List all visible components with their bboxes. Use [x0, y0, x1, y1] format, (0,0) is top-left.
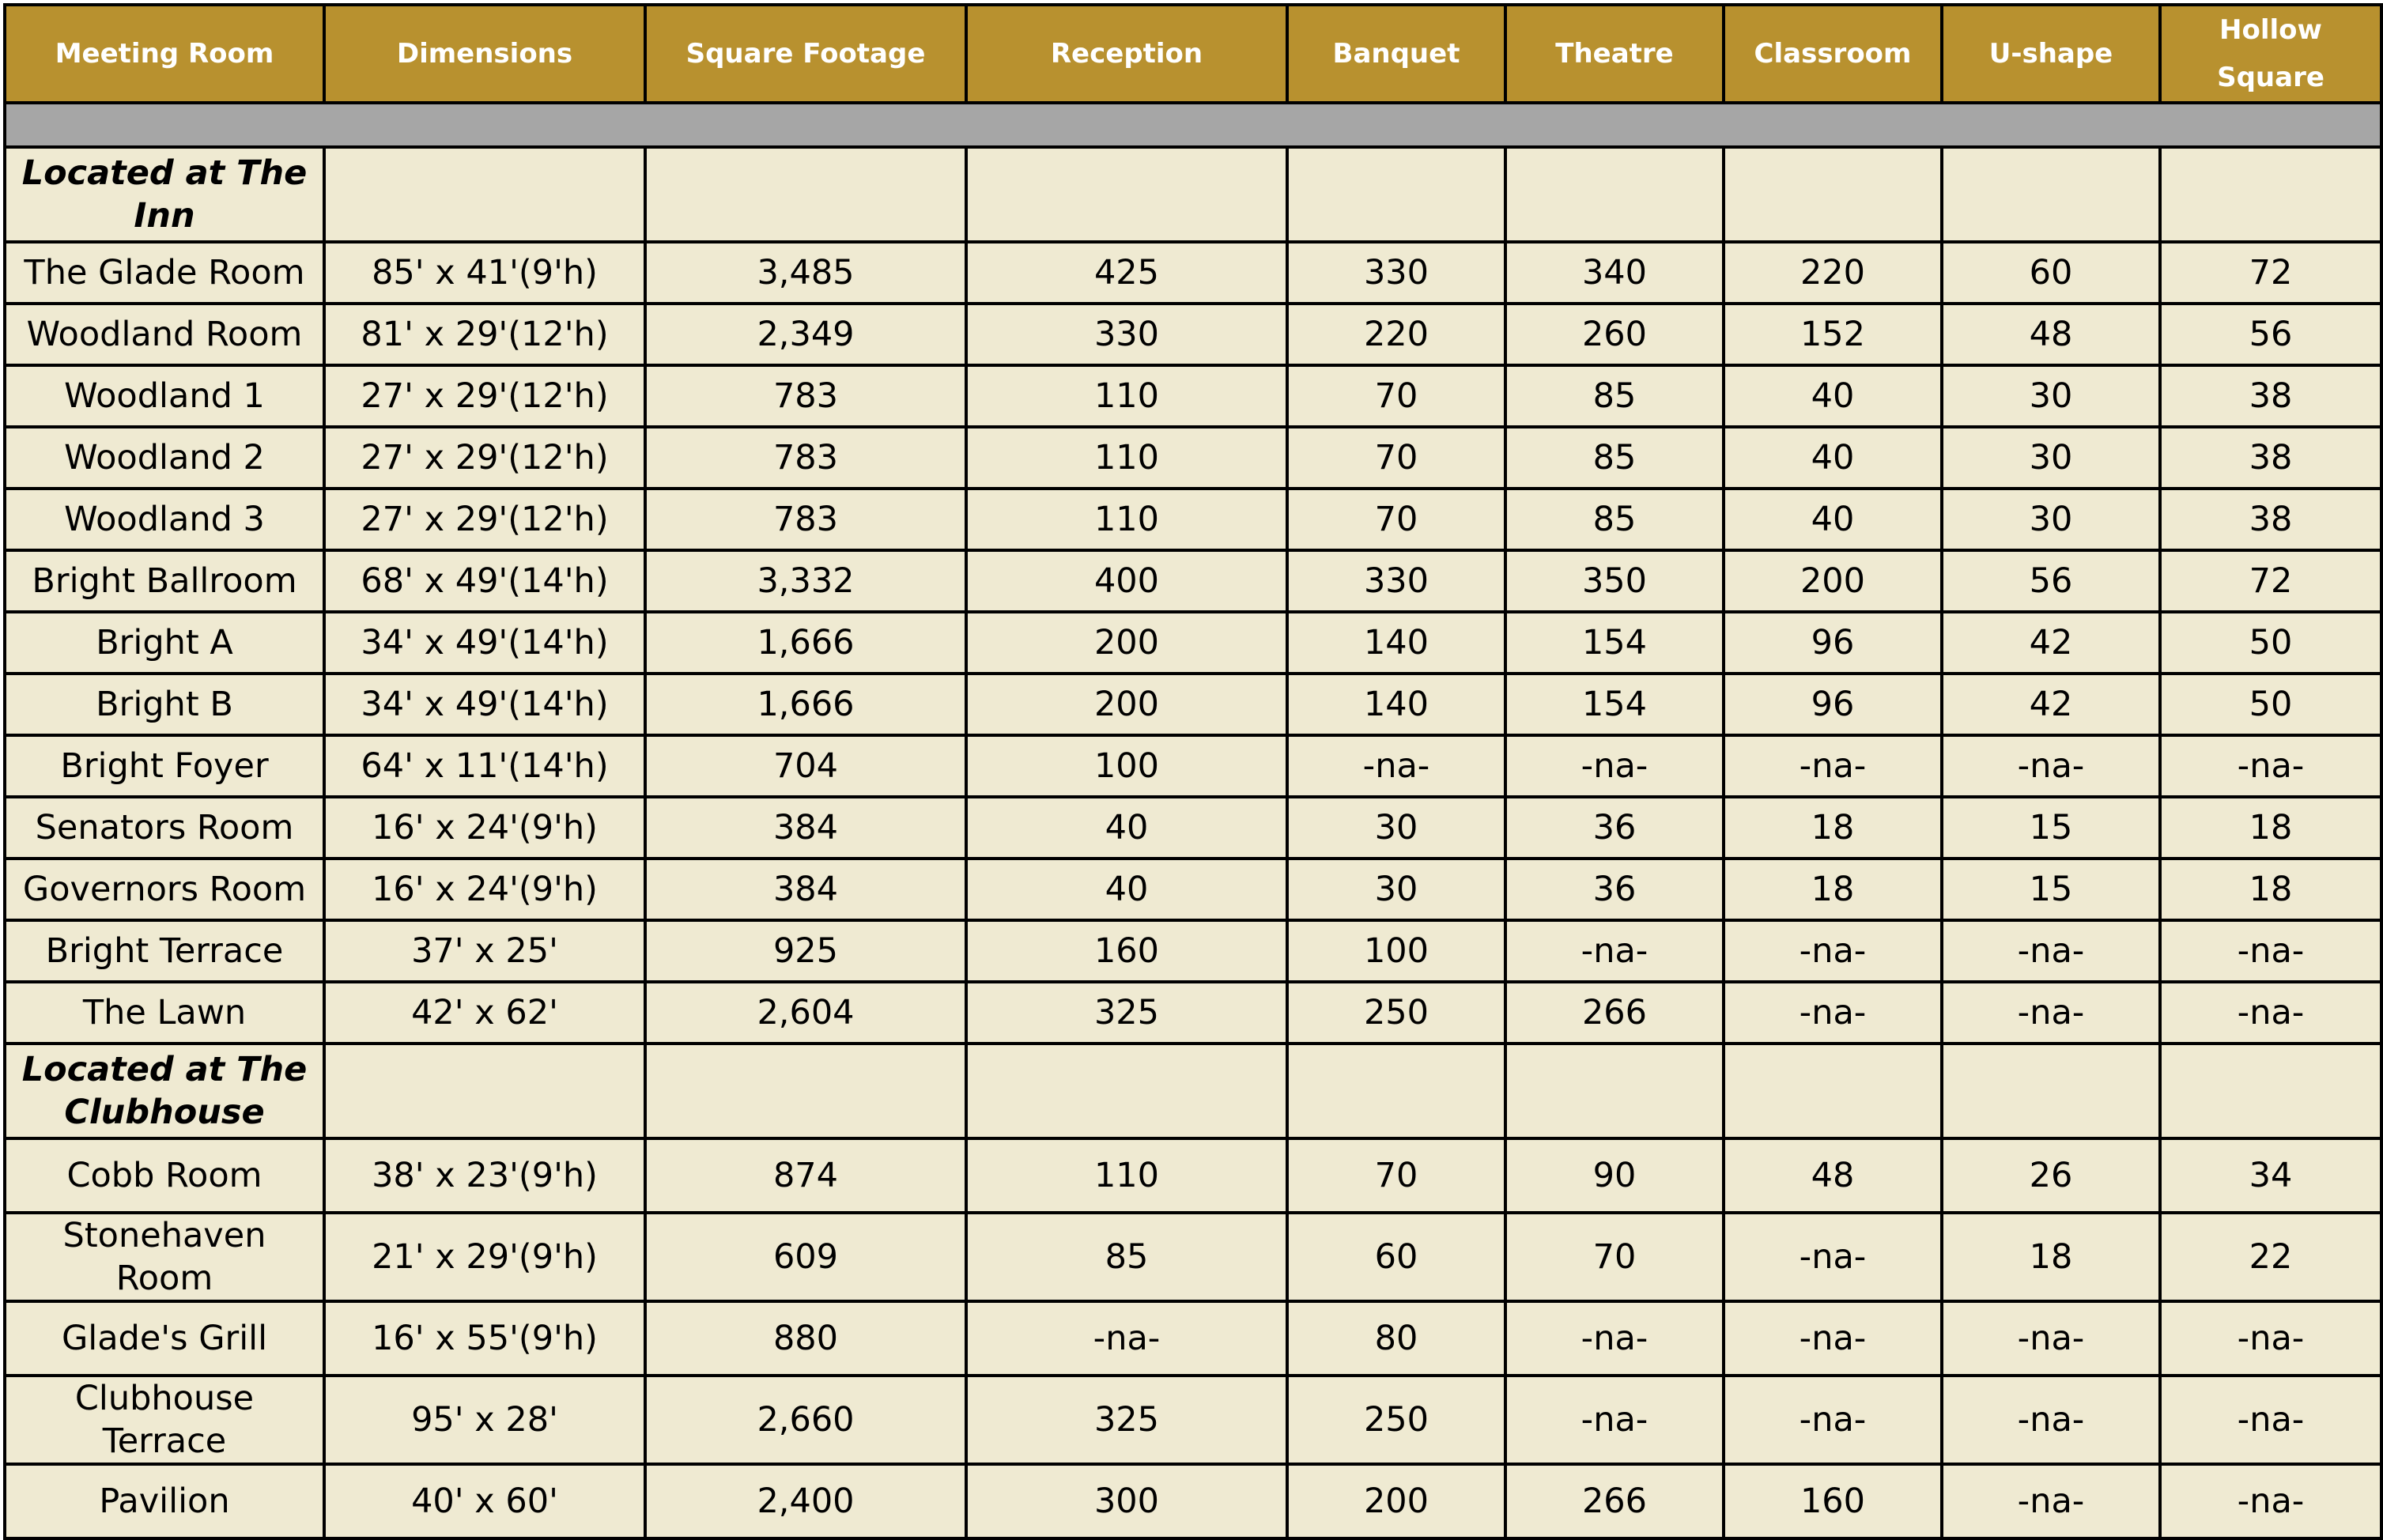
cell-square-footage: 704 — [645, 735, 966, 797]
cell-theatre: 36 — [1505, 859, 1724, 920]
cell-hollow-square: 38 — [2160, 365, 2381, 427]
cell-reception: 160 — [966, 920, 1287, 982]
column-header-u-shape: U-shape — [1942, 5, 2160, 103]
cell-room-name: Governors Room — [5, 859, 324, 920]
cell-dimensions: 27' x 29'(12'h) — [324, 365, 645, 427]
cell-theatre: 85 — [1505, 365, 1724, 427]
column-header-dimensions: Dimensions — [324, 5, 645, 103]
table-row — [5, 365, 2381, 427]
cell-u-shape: 15 — [1942, 797, 2160, 859]
cell-square-footage: 384 — [645, 797, 966, 859]
table-row — [5, 427, 2381, 489]
cell-square-footage: 880 — [645, 1301, 966, 1376]
cell-classroom: 18 — [1724, 859, 1942, 920]
cell-room-name: Bright Foyer — [5, 735, 324, 797]
section-label: Located at The Clubhouse — [5, 1044, 324, 1138]
section-empty-cell — [324, 147, 645, 242]
cell-square-footage: 384 — [645, 859, 966, 920]
cell-hollow-square: 18 — [2160, 797, 2381, 859]
column-header-reception: Reception — [966, 5, 1287, 103]
cell-dimensions: 95' x 28' — [324, 1376, 645, 1464]
cell-dimensions: 81' x 29'(12'h) — [324, 304, 645, 365]
section-empty-cell — [1724, 147, 1942, 242]
cell-banquet: 200 — [1287, 1464, 1505, 1538]
cell-dimensions: 38' x 23'(9'h) — [324, 1138, 645, 1213]
cell-reception: 110 — [966, 427, 1287, 489]
cell-classroom: 96 — [1724, 612, 1942, 674]
cell-hollow-square: -na- — [2160, 1376, 2381, 1464]
cell-u-shape: -na- — [1942, 735, 2160, 797]
cell-u-shape: -na- — [1942, 1376, 2160, 1464]
section-empty-cell — [645, 147, 966, 242]
cell-square-footage: 3,332 — [645, 550, 966, 612]
cell-reception: 325 — [966, 1376, 1287, 1464]
table-row — [5, 1464, 2381, 1538]
cell-reception: 200 — [966, 674, 1287, 735]
cell-theatre: 350 — [1505, 550, 1724, 612]
cell-square-footage: 2,660 — [645, 1376, 966, 1464]
cell-reception: -na- — [966, 1301, 1287, 1376]
cell-banquet: 330 — [1287, 242, 1505, 304]
cell-room-name: Bright Ballroom — [5, 550, 324, 612]
cell-theatre: 90 — [1505, 1138, 1724, 1213]
cell-hollow-square: 34 — [2160, 1138, 2381, 1213]
cell-classroom: -na- — [1724, 735, 1942, 797]
cell-hollow-square: -na- — [2160, 982, 2381, 1044]
cell-classroom: -na- — [1724, 1376, 1942, 1464]
section-empty-cell — [324, 1044, 645, 1138]
cell-square-footage: 783 — [645, 427, 966, 489]
cell-square-footage: 783 — [645, 365, 966, 427]
cell-u-shape: 18 — [1942, 1213, 2160, 1301]
cell-hollow-square: -na- — [2160, 735, 2381, 797]
cell-banquet: -na- — [1287, 735, 1505, 797]
cell-u-shape: -na- — [1942, 920, 2160, 982]
cell-u-shape: 42 — [1942, 674, 2160, 735]
cell-classroom: 40 — [1724, 427, 1942, 489]
column-header-classroom: Classroom — [1724, 5, 1942, 103]
cell-square-footage: 2,349 — [645, 304, 966, 365]
section-empty-cell — [1942, 147, 2160, 242]
cell-u-shape: 26 — [1942, 1138, 2160, 1213]
cell-banquet: 220 — [1287, 304, 1505, 365]
table-row — [5, 1376, 2381, 1464]
cell-room-name: The Lawn — [5, 982, 324, 1044]
cell-banquet: 70 — [1287, 427, 1505, 489]
cell-banquet: 140 — [1287, 612, 1505, 674]
cell-theatre: 260 — [1505, 304, 1724, 365]
table-row — [5, 489, 2381, 550]
cell-banquet: 250 — [1287, 982, 1505, 1044]
cell-room-name: Stonehaven Room — [5, 1213, 324, 1301]
cell-theatre: 36 — [1505, 797, 1724, 859]
cell-dimensions: 34' x 49'(14'h) — [324, 612, 645, 674]
cell-theatre: -na- — [1505, 735, 1724, 797]
cell-classroom: 220 — [1724, 242, 1942, 304]
cell-classroom: -na- — [1724, 1213, 1942, 1301]
section-empty-cell — [1287, 1044, 1505, 1138]
cell-banquet: 70 — [1287, 365, 1505, 427]
cell-hollow-square: 22 — [2160, 1213, 2381, 1301]
column-header-square-footage: Square Footage — [645, 5, 966, 103]
cell-room-name: Bright Terrace — [5, 920, 324, 982]
cell-hollow-square: -na- — [2160, 1301, 2381, 1376]
cell-reception: 40 — [966, 859, 1287, 920]
table-body — [5, 103, 2381, 1538]
cell-dimensions: 34' x 49'(14'h) — [324, 674, 645, 735]
cell-classroom: -na- — [1724, 982, 1942, 1044]
table-row — [5, 735, 2381, 797]
table-row — [5, 1138, 2381, 1213]
cell-reception: 330 — [966, 304, 1287, 365]
cell-theatre: 70 — [1505, 1213, 1724, 1301]
cell-square-footage: 2,604 — [645, 982, 966, 1044]
cell-reception: 110 — [966, 1138, 1287, 1213]
cell-room-name: Senators Room — [5, 797, 324, 859]
cell-dimensions: 16' x 24'(9'h) — [324, 859, 645, 920]
cell-dimensions: 37' x 25' — [324, 920, 645, 982]
cell-classroom: 40 — [1724, 489, 1942, 550]
cell-banquet: 60 — [1287, 1213, 1505, 1301]
table-row — [5, 550, 2381, 612]
cell-classroom: 48 — [1724, 1138, 1942, 1213]
section-empty-cell — [966, 1044, 1287, 1138]
cell-dimensions: 27' x 29'(12'h) — [324, 427, 645, 489]
cell-dimensions: 64' x 11'(14'h) — [324, 735, 645, 797]
cell-classroom: 160 — [1724, 1464, 1942, 1538]
cell-room-name: Woodland Room — [5, 304, 324, 365]
cell-theatre: 85 — [1505, 489, 1724, 550]
section-empty-cell — [1505, 147, 1724, 242]
column-header-hollow-square: Hollow Square — [2160, 5, 2381, 103]
cell-room-name: Glade's Grill — [5, 1301, 324, 1376]
table-row — [5, 674, 2381, 735]
cell-hollow-square: 72 — [2160, 550, 2381, 612]
section-row — [5, 147, 2381, 242]
cell-u-shape: -na- — [1942, 982, 2160, 1044]
cell-square-footage: 3,485 — [645, 242, 966, 304]
cell-hollow-square: 18 — [2160, 859, 2381, 920]
cell-u-shape: 15 — [1942, 859, 2160, 920]
cell-hollow-square: 38 — [2160, 427, 2381, 489]
cell-theatre: 266 — [1505, 982, 1724, 1044]
cell-square-footage: 1,666 — [645, 674, 966, 735]
meeting-rooms-table — [3, 3, 2383, 1540]
table-row — [5, 982, 2381, 1044]
cell-reception: 400 — [966, 550, 1287, 612]
section-empty-cell — [966, 147, 1287, 242]
cell-u-shape: -na- — [1942, 1301, 2160, 1376]
column-header-theatre: Theatre — [1505, 5, 1724, 103]
section-empty-cell — [645, 1044, 966, 1138]
cell-u-shape: 56 — [1942, 550, 2160, 612]
cell-classroom: 40 — [1724, 365, 1942, 427]
cell-banquet: 140 — [1287, 674, 1505, 735]
column-header-meeting-room: Meeting Room — [5, 5, 324, 103]
cell-room-name: Bright B — [5, 674, 324, 735]
separator-bar — [5, 103, 2381, 147]
cell-room-name: Woodland 2 — [5, 427, 324, 489]
cell-square-footage: 609 — [645, 1213, 966, 1301]
cell-theatre: 154 — [1505, 674, 1724, 735]
column-header-banquet: Banquet — [1287, 5, 1505, 103]
cell-classroom: 18 — [1724, 797, 1942, 859]
section-empty-cell — [1724, 1044, 1942, 1138]
cell-square-footage: 2,400 — [645, 1464, 966, 1538]
section-empty-cell — [1505, 1044, 1724, 1138]
cell-hollow-square: -na- — [2160, 1464, 2381, 1538]
table-row — [5, 612, 2381, 674]
cell-dimensions: 42' x 62' — [324, 982, 645, 1044]
cell-reception: 300 — [966, 1464, 1287, 1538]
cell-banquet: 70 — [1287, 1138, 1505, 1213]
cell-theatre: -na- — [1505, 1301, 1724, 1376]
cell-theatre: -na- — [1505, 920, 1724, 982]
cell-banquet: 250 — [1287, 1376, 1505, 1464]
cell-dimensions: 68' x 49'(14'h) — [324, 550, 645, 612]
cell-hollow-square: 50 — [2160, 612, 2381, 674]
cell-reception: 85 — [966, 1213, 1287, 1301]
table-row — [5, 242, 2381, 304]
cell-theatre: -na- — [1505, 1376, 1724, 1464]
cell-dimensions: 40' x 60' — [324, 1464, 645, 1538]
cell-classroom: 200 — [1724, 550, 1942, 612]
cell-square-footage: 1,666 — [645, 612, 966, 674]
separator-row — [5, 103, 2381, 147]
cell-theatre: 266 — [1505, 1464, 1724, 1538]
cell-square-footage: 925 — [645, 920, 966, 982]
cell-classroom: 96 — [1724, 674, 1942, 735]
cell-reception: 325 — [966, 982, 1287, 1044]
cell-classroom: 152 — [1724, 304, 1942, 365]
section-empty-cell — [2160, 1044, 2381, 1138]
cell-hollow-square: 56 — [2160, 304, 2381, 365]
cell-dimensions: 21' x 29'(9'h) — [324, 1213, 645, 1301]
cell-classroom: -na- — [1724, 1301, 1942, 1376]
table-row — [5, 304, 2381, 365]
cell-dimensions: 85' x 41'(9'h) — [324, 242, 645, 304]
cell-u-shape: 60 — [1942, 242, 2160, 304]
cell-hollow-square: -na- — [2160, 920, 2381, 982]
cell-banquet: 70 — [1287, 489, 1505, 550]
cell-u-shape: 30 — [1942, 365, 2160, 427]
cell-reception: 200 — [966, 612, 1287, 674]
cell-u-shape: 42 — [1942, 612, 2160, 674]
cell-reception: 110 — [966, 489, 1287, 550]
section-row — [5, 1044, 2381, 1138]
cell-hollow-square: 72 — [2160, 242, 2381, 304]
header-row — [5, 5, 2381, 103]
cell-room-name: The Glade Room — [5, 242, 324, 304]
cell-dimensions: 16' x 55'(9'h) — [324, 1301, 645, 1376]
cell-room-name: Clubhouse Terrace — [5, 1376, 324, 1464]
cell-u-shape: -na- — [1942, 1464, 2160, 1538]
cell-reception: 100 — [966, 735, 1287, 797]
section-empty-cell — [2160, 147, 2381, 242]
cell-square-footage: 783 — [645, 489, 966, 550]
cell-u-shape: 48 — [1942, 304, 2160, 365]
cell-theatre: 154 — [1505, 612, 1724, 674]
cell-room-name: Pavilion — [5, 1464, 324, 1538]
table-row — [5, 797, 2381, 859]
table-row — [5, 1213, 2381, 1301]
section-empty-cell — [1287, 147, 1505, 242]
cell-u-shape: 30 — [1942, 489, 2160, 550]
cell-dimensions: 27' x 29'(12'h) — [324, 489, 645, 550]
cell-square-footage: 874 — [645, 1138, 966, 1213]
cell-classroom: -na- — [1724, 920, 1942, 982]
cell-reception: 425 — [966, 242, 1287, 304]
cell-banquet: 30 — [1287, 859, 1505, 920]
cell-hollow-square: 38 — [2160, 489, 2381, 550]
cell-theatre: 85 — [1505, 427, 1724, 489]
section-label: Located at The Inn — [5, 147, 324, 242]
cell-theatre: 340 — [1505, 242, 1724, 304]
cell-room-name: Cobb Room — [5, 1138, 324, 1213]
table-row — [5, 920, 2381, 982]
cell-banquet: 80 — [1287, 1301, 1505, 1376]
section-empty-cell — [1942, 1044, 2160, 1138]
cell-reception: 40 — [966, 797, 1287, 859]
cell-banquet: 30 — [1287, 797, 1505, 859]
cell-dimensions: 16' x 24'(9'h) — [324, 797, 645, 859]
table-row — [5, 859, 2381, 920]
cell-hollow-square: 50 — [2160, 674, 2381, 735]
cell-room-name: Bright A — [5, 612, 324, 674]
cell-banquet: 330 — [1287, 550, 1505, 612]
cell-u-shape: 30 — [1942, 427, 2160, 489]
cell-reception: 110 — [966, 365, 1287, 427]
cell-banquet: 100 — [1287, 920, 1505, 982]
cell-room-name: Woodland 3 — [5, 489, 324, 550]
cell-room-name: Woodland 1 — [5, 365, 324, 427]
table-row — [5, 1301, 2381, 1376]
